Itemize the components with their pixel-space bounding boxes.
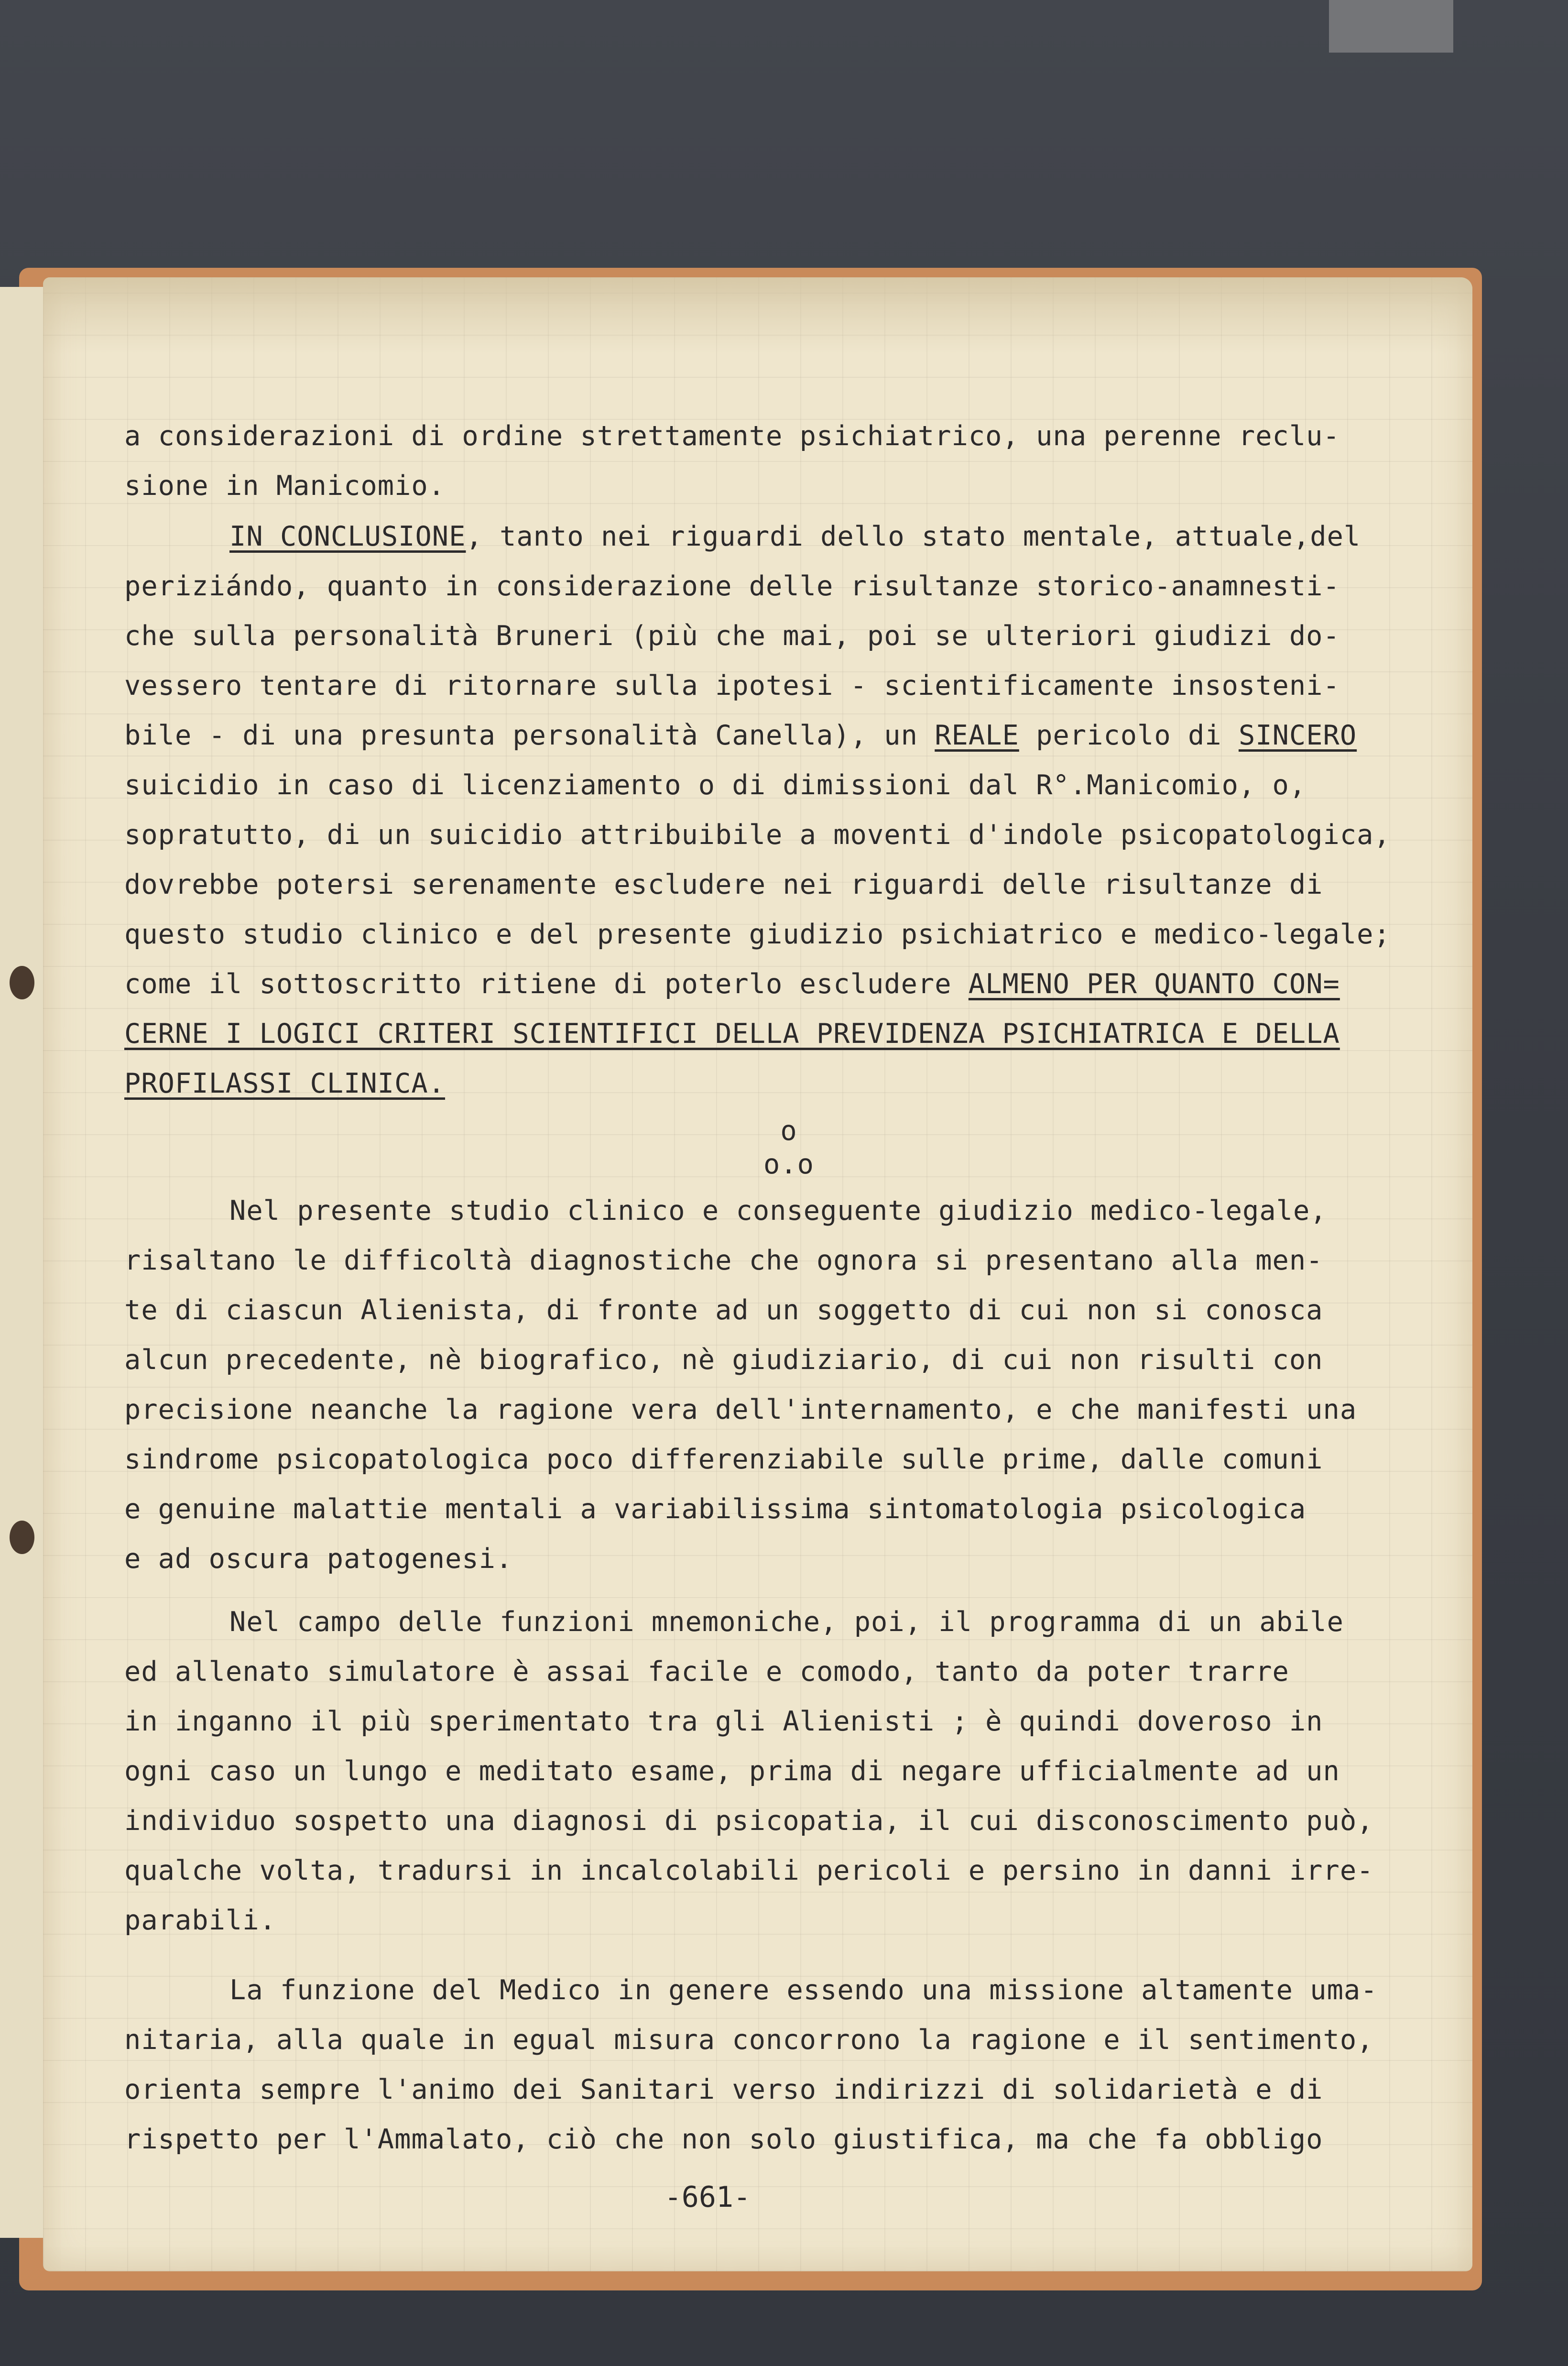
punch-hole [10, 1521, 34, 1554]
text-line [124, 711, 1453, 760]
text-fragment: pericolo di [1019, 720, 1239, 751]
text-line: sopratutto, di un suicidio attribuibile a moventi d'indole psicopatologica, [124, 819, 1391, 851]
underlined-word-reale: REALE [935, 720, 1019, 751]
separator-mark: o [780, 1115, 797, 1147]
text-fragment: come il sottoscritto ritiene di poterlo escludere [124, 968, 969, 1000]
separator [124, 1114, 1453, 1181]
corner-label-strip [1329, 0, 1453, 53]
page-number: -661- [664, 2180, 751, 2214]
text-line: individuo sospetto una diagnosi di psicopatia, il cui disconoscimento può, [124, 1805, 1374, 1837]
text-line: periziándo, quanto in considerazione delle risultanze storico-anamnesti- [124, 570, 1340, 602]
text-line: sione in Manicomio. [124, 470, 446, 502]
page-top-fold [43, 277, 1472, 354]
paragraph-medical-function [124, 1965, 1453, 2164]
text-line [124, 512, 1453, 561]
conclusion-heading: IN CONCLUSIONE [229, 521, 466, 552]
text-line: ogni caso un lungo e meditato esame, prima di negare ufficialmente ad un [124, 1755, 1340, 1787]
text-line: dovrebbe potersi serenamente escludere nei riguardi delle risultanze di [124, 869, 1323, 900]
text-line: te di ciascun Alienista, di fronte ad un soggetto di cui non si conosca [124, 1294, 1323, 1326]
underlined-phrase: ALMENO PER QUANTO CON= [968, 968, 1340, 1000]
paragraph-mnemonic-functions [124, 1597, 1453, 1945]
text-fragment: , tanto nei riguardi dello stato mentale, attuale,del [466, 521, 1361, 552]
conclusion-paragraph [124, 512, 1453, 1108]
text-line: parabili. [124, 1905, 276, 1936]
text-line: rispetto per l'Ammalato, ciò che non solo giustifica, ma che fa obbligo [124, 2124, 1323, 2155]
opening-block [124, 411, 1453, 511]
text-line: in inganno il più sperimentato tra gli Alienisti ; è quindi doveroso in [124, 1706, 1323, 1737]
text-line: e ad oscura patogenesi. [124, 1543, 513, 1575]
text-line: Nel campo delle funzioni mnemoniche, poi, il programma di un abile [229, 1606, 1344, 1638]
text-line: alcun precedente, nè biografico, nè giudiziario, di cui non risulti con [124, 1344, 1323, 1376]
text-line: questo studio clinico e del presente giudizio psichiatrico e medico-legale; [124, 919, 1391, 950]
underlined-line: CERNE I LOGICI CRITERI SCIENTIFICI DELLA PREVIDENZA PSICHIATRICA E DELLA [124, 1018, 1340, 1050]
text-line: ed allenato simulatore è assai facile e comodo, tanto da poter trarre [124, 1656, 1289, 1687]
text-line: nitaria, alla quale in egual misura concorrono la ragione e il sentimento, [124, 2024, 1374, 2056]
text-line: risaltano le difficoltà diagnostiche che ognora si presentano alla men- [124, 1245, 1323, 1276]
punch-hole [10, 966, 34, 999]
text-line: precisione neanche la ragione vera dell'internamento, e che manifesti una [124, 1394, 1357, 1425]
text-line: orienta sempre l'animo dei Sanitari verso indirizzi di solidarietà e di [124, 2074, 1323, 2105]
separator-mark: o.o [763, 1149, 814, 1180]
text-line: qualche volta, tradursi in incalcolabili pericoli e persino in danni irre- [124, 1855, 1374, 1886]
text-line: che sulla personalità Bruneri (più che mai, poi se ulteriori giudizi do- [124, 620, 1340, 652]
underlined-word-sincero: SINCERO [1238, 720, 1357, 751]
text-line: e genuine malattie mentali a variabilissima sintomatologia psicologica [124, 1493, 1307, 1525]
text-line: sindrome psicopatologica poco differenziabile sulle prime, dalle comuni [124, 1444, 1323, 1475]
paragraph-diagnostic-difficulties [124, 1186, 1453, 1584]
text-fragment: bile - di una presunta personalità Canella), un [124, 720, 935, 751]
text-line: suicidio in caso di licenziamento o di dimissioni dal R°.Manicomio, o, [124, 769, 1307, 801]
text-line: a considerazioni di ordine strettamente psichiatrico, una perenne reclu- [124, 420, 1340, 452]
text-line [124, 959, 1453, 1009]
text-line: La funzione del Medico in genere essendo una missione altamente uma- [229, 1974, 1378, 2006]
text-line: vessero tentare di ritornare sulla ipotesi - scientificamente insosteni- [124, 670, 1340, 701]
text-line: Nel presente studio clinico e conseguente giudizio medico-legale, [229, 1195, 1327, 1227]
underlined-line: PROFILASSI CLINICA. [124, 1068, 446, 1099]
